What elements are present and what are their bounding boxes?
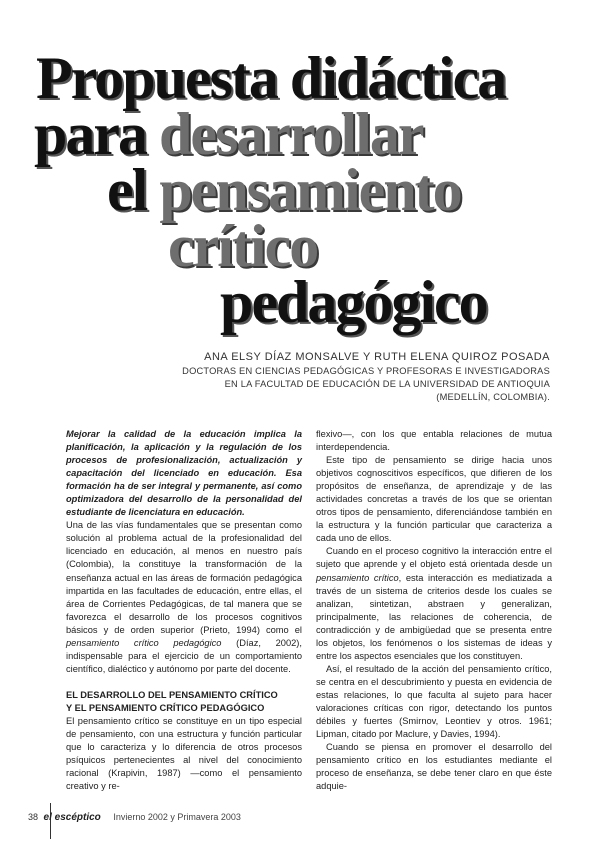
abstract: Mejorar la calidad de la educación implica la planificación, la aplicación y la regulación de los procesos de profesionalización, actualización y capacitación del licenciado en educación. Esa formación ha de ser integral y permanente, así como optimizadora del desarrollo de la personalidad del estudiante de licenciatura en educación. [66, 429, 302, 518]
title-line-5 [220, 269, 487, 335]
paragraph: Así, el resultado de la acción del pensamiento crítico, se centra en el descubrimiento y puesta en evidencia de estas relaciones, lo que faculta al sujeto para hacer valoraciones críticas con rigor, detectando los puntos débiles y fuertes (Smirnov, Leontiev y otros. 1961; Lipman, citado por Maclure, y Davies, 1994). [316, 663, 552, 740]
title-line-1 [36, 45, 506, 111]
section-heading [66, 689, 302, 715]
title-word: pedagógico [220, 269, 487, 335]
text-run: Una de las vías fundamentales que se presentan como solución al problema actual de la profesionalidad del licenciado en educación, al menos en nuestro país (Colombia), la constituye la transformación de la enseñanza actual en las áreas de formación pedagógica impartida en las facultades de educación, entre ellas, el área de Corrientes Pedagógicas, de tal manera que se favorezca el desarrollo de los procesos cognitivos básicos y de orden superior (Prieto, 1994) como el [66, 520, 302, 635]
author-affiliation-1: DOCTORAS EN CIENCIAS PEDAGÓGICAS Y PROFESORAS E INVESTIGADORAS [182, 366, 550, 376]
title-word: desarrollar [159, 101, 423, 167]
page-number: 38 [28, 812, 39, 822]
paragraph: Este tipo de pensamiento se dirige hacia unos objetivos cognoscitivos específicos, que difieren de los propósitos de enseñanza, de aprendizaje y de las actividades concretas a través de los que se orientan otros tipos de pensamiento, diferenciándose también en la estructura y la función particular que caracteriza a cada uno de ellos. [316, 455, 552, 544]
title-line-3 [107, 157, 461, 223]
title-word: para [34, 101, 146, 167]
paragraph [316, 545, 552, 662]
author-affiliation-2: EN LA FACULTAD DE EDUCACIÓN DE LA UNIVERSIDAD DE ANTIOQUIA [224, 379, 550, 389]
text-run: Cuando en el proceso cognitivo la interacción entre el sujeto que aprende y el objeto está orientada desde un [316, 546, 552, 570]
left-column [66, 428, 302, 793]
title-word: crítico [168, 213, 318, 279]
section-heading-line-2: Y EL PENSAMIENTO CRÍTICO PEDAGÓGICO [66, 702, 265, 713]
author-affiliation-3: (MEDELLÍN, COLOMBIA). [436, 392, 550, 402]
text-run: (Díaz, 2002), indispensable para el ejercicio de un comportamiento científico, dialéctico y autónomo por parte del docente. [66, 637, 302, 674]
paragraph: Cuando se piensa en promover el desarrollo del pensamiento crítico en los estudiantes mediante el proceso de enseñanza, se debe tener claro en que éste adquie- [316, 742, 552, 792]
emphasis: pensamiento crítico pedagógico [66, 637, 222, 648]
right-column [316, 428, 552, 793]
paragraph: flexivo—, con los que entabla relaciones de mutua interdependencia. [316, 429, 552, 453]
author-names: ANA ELSY DÍAZ MONSALVE Y RUTH ELENA QUIROZ POSADA [204, 351, 550, 363]
section-heading-line-1: EL DESARROLLO DEL PENSAMIENTO CRÍTICO [66, 689, 278, 700]
paragraph [66, 519, 302, 676]
title-line-2 [34, 101, 423, 167]
title-word: Propuesta didáctica [36, 45, 506, 111]
page-footer [28, 812, 241, 823]
publication-name: el escéptico [43, 812, 101, 823]
issue-date: Invierno 2002 y Primavera 2003 [113, 812, 241, 822]
title-line-4 [168, 213, 318, 279]
author-block [50, 350, 550, 404]
text-run: , esta interacción es mediatizada a través de un sistema de criterios desde los cuales se analizan, sintetizan, abstraen y generalizan, principalmente, las relaciones de coherencia, de contradicción y de ambigüedad que se presenta entre los objetos, los fenómenos o los sistemas de ideas y entre los aspectos esenciales que los constituyen. [316, 572, 552, 661]
paragraph: El pensamiento crítico se constituye en un tipo especial de pensamiento, con una estructura y función particular que lo caracteriza y lo diferencia de otros procesos psíquicos pertenecientes al nivel del conocimiento racional (Krapivin, 1987) —como el pensamiento creativo y re- [66, 715, 302, 792]
emphasis: pensamiento crítico [316, 572, 399, 583]
title-word: pensamiento [159, 157, 461, 223]
title-word: el [107, 157, 147, 223]
